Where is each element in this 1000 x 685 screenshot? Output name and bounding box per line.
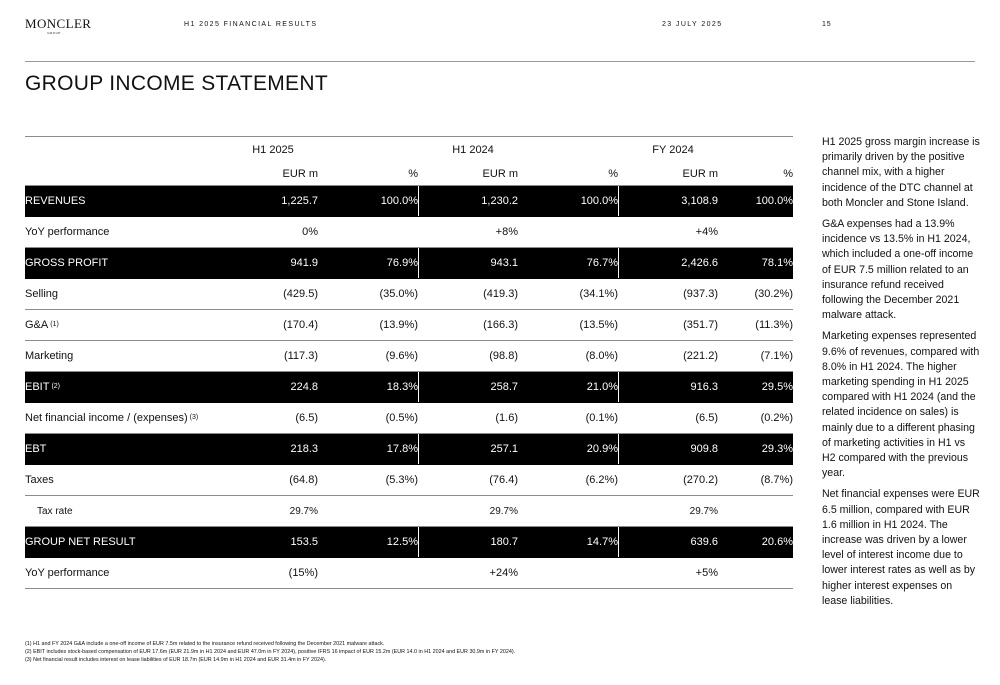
column-separator xyxy=(418,527,419,557)
table-cell: (221.2) xyxy=(683,350,718,362)
row-label-text: YoY performance xyxy=(25,567,110,579)
table-cell: (351.7) xyxy=(683,319,718,331)
table-cell: 2,426.6 xyxy=(681,257,718,269)
table-cell: 29.5% xyxy=(761,381,793,393)
table-cell: +4% xyxy=(695,226,718,238)
unit-header: EUR m xyxy=(682,167,718,180)
table-cell: 153.5 xyxy=(290,536,318,548)
row-label xyxy=(25,217,109,247)
footnotes xyxy=(25,640,515,664)
row-label xyxy=(25,372,60,402)
table-cell: 78.1% xyxy=(761,257,793,269)
table-cell: (64.8) xyxy=(289,474,318,486)
footnote-1: (1) H1 and FY 2024 G&A include a one-off income of EUR 7.5m related to the insurance refund received following the December 2021 malware attack. xyxy=(25,641,385,647)
table-cell: (6.2%) xyxy=(585,474,618,486)
row-label xyxy=(37,496,73,526)
row-label-text: GROUP NET RESULT xyxy=(25,536,136,548)
brand-name: MONCLER xyxy=(25,16,92,31)
period-header-h1-2024: H1 2024 xyxy=(452,143,494,156)
table-cell: +24% xyxy=(489,567,518,579)
row-label xyxy=(25,465,54,495)
commentary-net-financial: Net financial expenses were EUR 6.5 million, compared with EUR 1.6 million in H1 2024. The increase was driven by a lower level of interest income due to lower interest rates as well as by higher interest expenses on lease liabilities. xyxy=(822,488,980,607)
table-cell: (15%) xyxy=(288,567,318,579)
table-cell: (8.7%) xyxy=(760,474,793,486)
row-label-text: EBIT xyxy=(25,381,50,393)
table-cell: 1,230.2 xyxy=(481,195,518,207)
row-label xyxy=(25,279,58,309)
header-divider xyxy=(25,61,975,62)
table-cell: (937.3) xyxy=(683,288,718,300)
table-row xyxy=(25,279,793,310)
table-cell: 257.1 xyxy=(490,443,518,455)
moncler-logo xyxy=(25,17,91,35)
row-label-text: Marketing xyxy=(25,350,74,362)
footnote-ref: (1) xyxy=(50,320,59,328)
table-cell: 29.7% xyxy=(489,505,518,517)
period-header-h1-2025: H1 2025 xyxy=(252,143,294,156)
column-separator xyxy=(618,434,619,464)
table-cell: (98.8) xyxy=(489,350,518,362)
table-cell: (76.4) xyxy=(489,474,518,486)
table-cell: (13.9%) xyxy=(379,319,418,331)
row-label xyxy=(25,403,198,433)
table-cell: (13.5%) xyxy=(579,319,618,331)
table-cell: 639.6 xyxy=(690,536,718,548)
period-header-fy-2024: FY 2024 xyxy=(652,143,694,156)
unit-header: % xyxy=(408,167,418,180)
column-separator xyxy=(418,434,419,464)
table-cell: (117.3) xyxy=(283,350,318,362)
table-cell: 100.0% xyxy=(380,195,418,207)
footnote-3: (3) Net financial result includes interest on lease liabilities of EUR 18.7m (EUR 14.9m in H1 2024 and EUR 31.4m in FY 2024). xyxy=(25,657,327,663)
row-label xyxy=(25,527,136,557)
table-cell: 941.9 xyxy=(290,257,318,269)
commentary-gross-margin: H1 2025 gross margin increase is primarily driven by the positive channel mix, with a higher incidence of the DTC channel at both Moncler and Stone Island. xyxy=(822,136,980,209)
unit-header: EUR m xyxy=(282,167,318,180)
table-cell: (6.5) xyxy=(295,412,318,424)
table-cell: 224.8 xyxy=(290,381,318,393)
table-row xyxy=(25,341,793,372)
table-cell: +5% xyxy=(695,567,718,579)
table-row xyxy=(25,403,793,434)
column-separator xyxy=(418,186,419,216)
row-label xyxy=(25,310,59,340)
table-cell: (429.5) xyxy=(283,288,318,300)
row-label xyxy=(25,558,109,588)
row-label-text: Net financial income / (expenses) xyxy=(25,412,188,424)
footnote-2: (2) EBIT includes stock-based compensation of EUR 17.6m (EUR 21.9m in H1 2024 and EUR 47.0m in FY 2024), positive IFRS 16 impact of EUR 15.2m (EUR 14.0 in H1 2024 and EUR 30.9m in FY 2024). xyxy=(25,649,516,655)
table-cell: 180.7 xyxy=(490,536,518,548)
column-separator xyxy=(618,186,619,216)
footnote-ref: (3) xyxy=(189,413,199,421)
table-cell: (270.2) xyxy=(683,474,718,486)
row-label-text: G&A xyxy=(25,319,49,331)
table-cell: (9.6%) xyxy=(385,350,418,362)
table-cell: 100.0% xyxy=(755,195,793,207)
table-cell: (166.3) xyxy=(483,319,518,331)
row-label-text: YoY performance xyxy=(25,226,110,238)
table-unit-header-row xyxy=(25,162,793,186)
table-row xyxy=(25,310,793,341)
commentary-marketing: Marketing expenses represented 9.6% of revenues, compared with 8.0% in H1 2024. The higher marketing spending in H1 2025 compared with H1 2024 (and the related incidence on sales) is mainly due to a different phasing of marketing activities in H1 vs H2 compared with the previous year. xyxy=(822,330,980,480)
footnote-ref: (2) xyxy=(51,382,61,390)
table-cell: (1.6) xyxy=(495,412,518,424)
table-cell: 29.7% xyxy=(689,505,718,517)
table-cell: (0.1%) xyxy=(585,412,618,424)
table-cell: 76.7% xyxy=(586,257,618,269)
table-cell: 76.9% xyxy=(386,257,418,269)
row-label-text: EBT xyxy=(25,443,47,455)
table-cell: 12.5% xyxy=(386,536,418,548)
table-cell: 943.1 xyxy=(490,257,518,269)
column-separator xyxy=(418,372,419,402)
brand-sub: GROUP xyxy=(47,31,61,35)
table-cell: (0.5%) xyxy=(385,412,418,424)
table-cell: (419.3) xyxy=(483,288,518,300)
table-cell: (8.0%) xyxy=(585,350,618,362)
row-label-text: Tax rate xyxy=(37,505,73,517)
table-row xyxy=(25,217,793,248)
page-number: 15 xyxy=(822,21,832,28)
column-separator xyxy=(618,527,619,557)
income-statement-table xyxy=(25,136,793,589)
table-cell: 258.7 xyxy=(490,381,518,393)
row-label xyxy=(25,248,108,278)
table-row xyxy=(25,372,793,403)
table-row xyxy=(25,527,793,558)
table-row xyxy=(25,434,793,465)
table-row xyxy=(25,465,793,496)
row-label-text: GROSS PROFIT xyxy=(25,257,109,269)
table-row xyxy=(25,558,793,589)
table-cell: (170.4) xyxy=(283,319,318,331)
table-cell: 3,108.9 xyxy=(681,195,718,207)
table-cell: 29.3% xyxy=(761,443,793,455)
column-separator xyxy=(618,372,619,402)
unit-header: % xyxy=(608,167,618,180)
table-cell: (35.0%) xyxy=(379,288,418,300)
table-period-header-row xyxy=(25,136,793,162)
table-cell: 1,225.7 xyxy=(281,195,318,207)
row-label xyxy=(25,186,86,216)
table-cell: 18.3% xyxy=(386,381,418,393)
table-cell: (0.2%) xyxy=(760,412,793,424)
table-body xyxy=(25,186,793,589)
row-label xyxy=(25,434,46,464)
table-cell: 20.9% xyxy=(586,443,618,455)
table-cell: (30.2%) xyxy=(754,288,793,300)
table-row xyxy=(25,186,793,217)
table-cell: 916.3 xyxy=(690,381,718,393)
document-date: 23 JULY 2025 xyxy=(662,21,723,28)
row-label-text: REVENUES xyxy=(25,195,86,207)
unit-header: % xyxy=(783,167,793,180)
commentary-ga-expenses: G&A expenses had a 13.9% incidence vs 13.5% in H1 2024, which included a one-off income of EUR 7.5 million related to an insurance refund received following the December 2021 malware attack. xyxy=(822,218,974,322)
row-label-text: Selling xyxy=(25,288,59,300)
row-label xyxy=(25,341,73,371)
table-cell: (6.5) xyxy=(695,412,718,424)
column-separator xyxy=(418,248,419,278)
table-row xyxy=(25,496,793,527)
table-cell: 29.7% xyxy=(289,505,318,517)
table-row xyxy=(25,248,793,279)
page-title: GROUP INCOME STATEMENT xyxy=(25,72,328,95)
table-cell: 20.6% xyxy=(761,536,793,548)
table-cell: 14.7% xyxy=(586,536,618,548)
commentary-panel xyxy=(822,135,980,615)
column-separator xyxy=(618,248,619,278)
table-cell: (5.3%) xyxy=(385,474,418,486)
table-cell: 100.0% xyxy=(580,195,618,207)
table-cell: (11.3%) xyxy=(755,319,793,331)
unit-header: EUR m xyxy=(482,167,518,180)
table-cell: +8% xyxy=(495,226,518,238)
table-cell: 17.8% xyxy=(386,443,418,455)
document-title: H1 2025 FINANCIAL RESULTS xyxy=(184,21,318,28)
table-cell: (7.1%) xyxy=(760,350,793,362)
table-cell: 218.3 xyxy=(290,443,318,455)
table-cell: (34.1%) xyxy=(579,288,618,300)
table-cell: 0% xyxy=(302,226,318,238)
table-cell: 21.0% xyxy=(586,381,618,393)
row-label-text: Taxes xyxy=(25,474,54,486)
table-cell: 909.8 xyxy=(690,443,718,455)
